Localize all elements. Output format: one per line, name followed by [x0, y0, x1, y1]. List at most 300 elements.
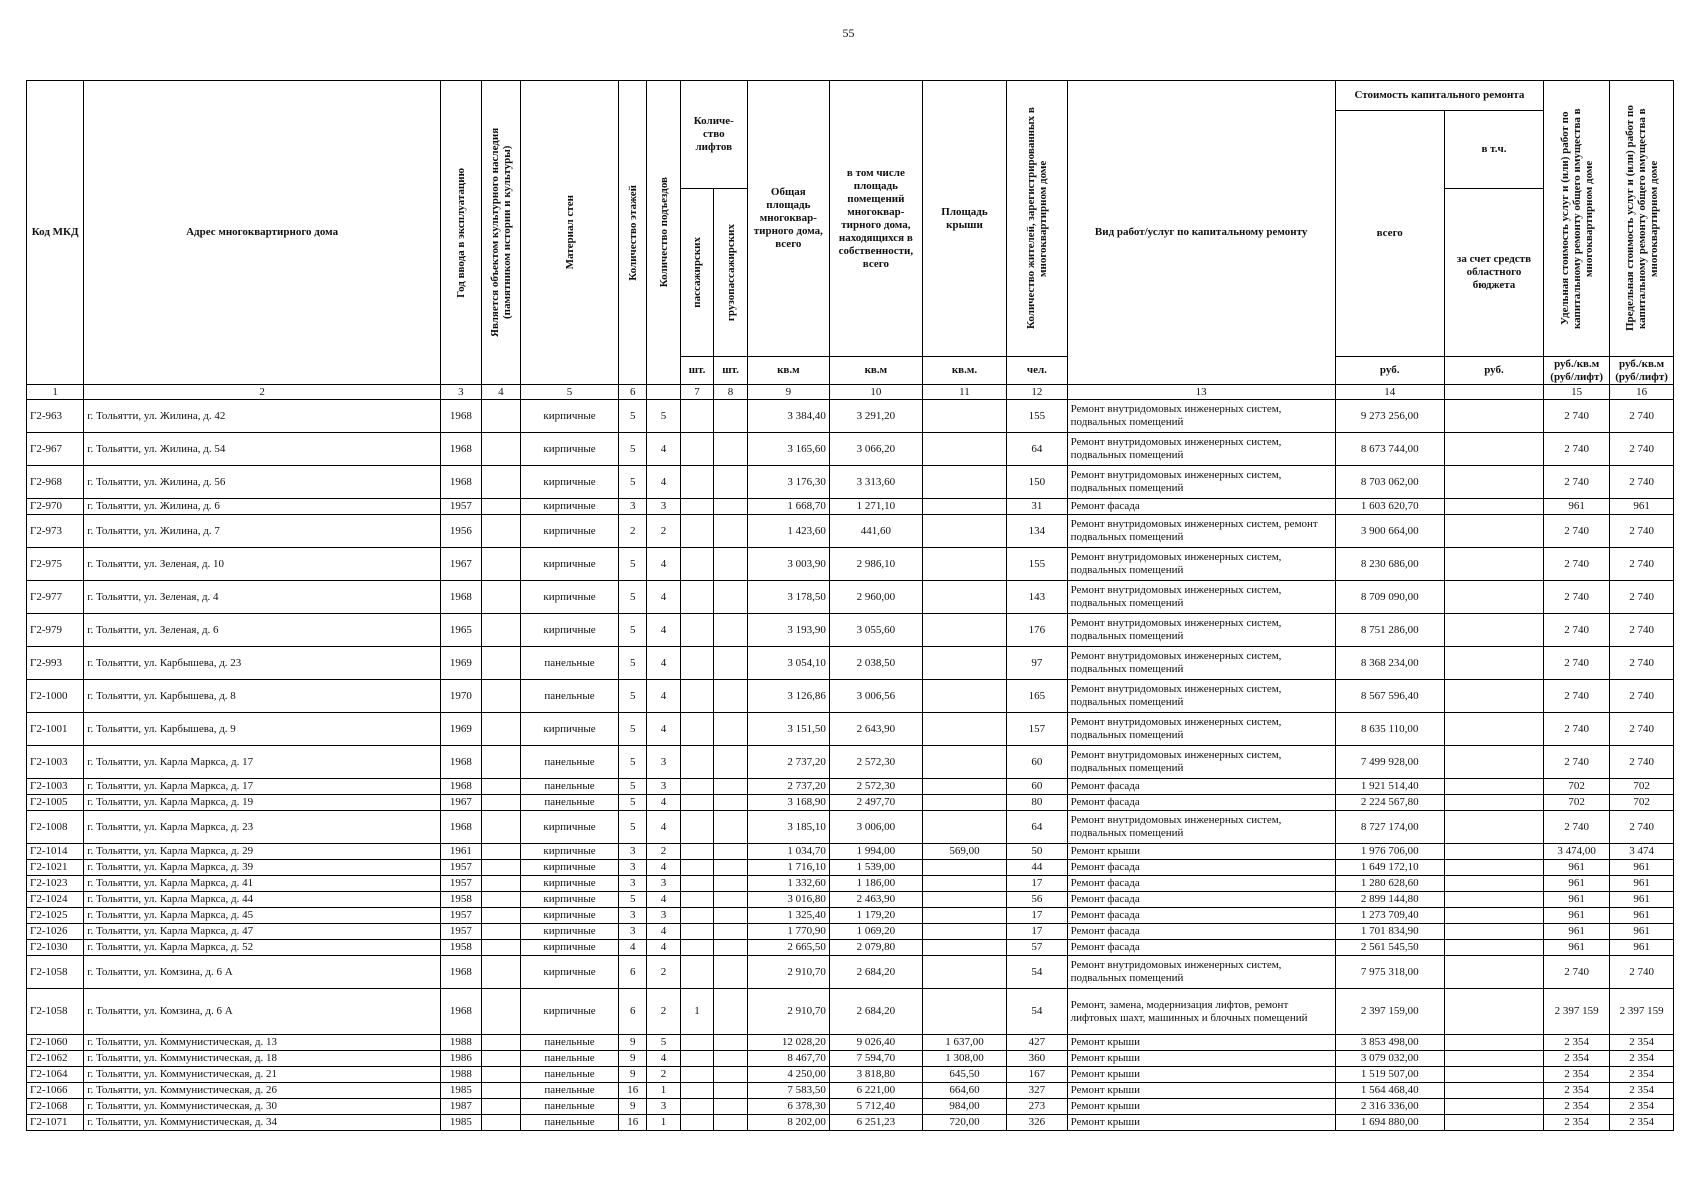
cell-cost-total: 3 079 032,00	[1335, 1051, 1444, 1067]
cell-max-cost: 961	[1610, 892, 1674, 908]
cell-wall: панельные	[520, 746, 618, 779]
cell-heritage	[481, 844, 520, 860]
cell-cost-regional	[1444, 892, 1543, 908]
cell-floors: 5	[619, 811, 647, 844]
cell-max-cost: 961	[1610, 940, 1674, 956]
cell-roof-area	[922, 956, 1006, 989]
cell-address: г. Тольятти, ул. Зеленая, д. 6	[84, 614, 441, 647]
cell-cost-total: 7 975 318,00	[1335, 956, 1444, 989]
cell-entrances: 2	[647, 515, 681, 548]
cell-owned-area: 2 684,20	[829, 956, 922, 989]
cell-total-area: 3 151,50	[747, 713, 829, 746]
cell-unit-cost: 2 740	[1544, 680, 1610, 713]
cell-lifts-cargo	[714, 956, 748, 989]
cell-heritage	[481, 581, 520, 614]
cell-work: Ремонт внутридомовых инженерных систем, подвальных помещений	[1067, 680, 1335, 713]
cell-owned-area: 2 572,30	[829, 779, 922, 795]
cell-lifts-passenger	[680, 940, 714, 956]
cell-unit-cost: 2 354	[1544, 1051, 1610, 1067]
table-row	[27, 614, 1674, 647]
cell-owned-area: 3 313,60	[829, 466, 922, 499]
unit-cell: руб.	[1444, 357, 1543, 385]
cell-owned-area: 2 643,90	[829, 713, 922, 746]
cell-floors: 3	[619, 924, 647, 940]
cell-lifts-cargo	[714, 515, 748, 548]
cell-lifts-passenger	[680, 680, 714, 713]
cell-floors: 5	[619, 779, 647, 795]
cell-roof-area	[922, 433, 1006, 466]
cell-roof-area	[922, 779, 1006, 795]
cell-max-cost: 702	[1610, 779, 1674, 795]
cell-owned-area: 2 038,50	[829, 647, 922, 680]
cell-lifts-passenger	[680, 647, 714, 680]
cell-cost-total: 8 703 062,00	[1335, 466, 1444, 499]
cell-floors: 9	[619, 1067, 647, 1083]
unit-cell: шт.	[714, 357, 748, 385]
cell-roof-area: 664,60	[922, 1083, 1006, 1099]
cell-residents: 134	[1007, 515, 1068, 548]
cell-max-cost: 2 740	[1610, 581, 1674, 614]
cell-residents: 31	[1007, 499, 1068, 515]
cell-unit-cost: 961	[1544, 940, 1610, 956]
cell-work: Ремонт, замена, модернизация лифтов, ремонт лифтовых шахт, машинных и блочных помещений	[1067, 989, 1335, 1035]
cell-total-area: 3 178,50	[747, 581, 829, 614]
cell-wall: кирпичные	[520, 989, 618, 1035]
cell-lifts-passenger	[680, 860, 714, 876]
cell-residents: 427	[1007, 1035, 1068, 1051]
cell-address: г. Тольятти, ул. Комзина, д. 6 А	[84, 956, 441, 989]
cell-residents: 165	[1007, 680, 1068, 713]
cell-wall: панельные	[520, 1051, 618, 1067]
header-floors: Количество этажей	[619, 81, 647, 385]
cell-address: г. Тольятти, ул. Карла Маркса, д. 45	[84, 908, 441, 924]
cell-owned-area: 1 186,00	[829, 876, 922, 892]
cell-address: г. Тольятти, ул. Карбышева, д. 9	[84, 713, 441, 746]
cell-unit-cost: 702	[1544, 795, 1610, 811]
cell-entrances: 4	[647, 924, 681, 940]
cell-cost-regional	[1444, 924, 1543, 940]
cell-wall: кирпичные	[520, 908, 618, 924]
cell-address: г. Тольятти, ул. Карла Маркса, д. 19	[84, 795, 441, 811]
cell-address: г. Тольятти, ул. Коммунистическая, д. 21	[84, 1067, 441, 1083]
cell-roof-area	[922, 400, 1006, 433]
cell-year: 1987	[440, 1099, 481, 1115]
cell-floors: 5	[619, 647, 647, 680]
cell-owned-area: 5 712,40	[829, 1099, 922, 1115]
cell-code: Г2-967	[27, 433, 84, 466]
header-unit-cost: Удельная стоимость услуг и (или) работ по капитальному ремонту общего имущества в многоквартирном доме	[1544, 81, 1610, 357]
cell-address: г. Тольятти, ул. Карла Маркса, д. 52	[84, 940, 441, 956]
cell-owned-area: 441,60	[829, 515, 922, 548]
cell-lifts-passenger	[680, 499, 714, 515]
header-owned-area: в том числе площадь помещений многоквар-тирного дома, находящихся в собственности, всего	[829, 81, 922, 357]
cell-unit-cost: 2 740	[1544, 581, 1610, 614]
cell-residents: 155	[1007, 548, 1068, 581]
cell-lifts-passenger	[680, 876, 714, 892]
cell-wall: кирпичные	[520, 400, 618, 433]
cell-entrances: 4	[647, 713, 681, 746]
column-number-cell	[1444, 385, 1543, 400]
cell-cost-regional	[1444, 713, 1543, 746]
cell-floors: 3	[619, 860, 647, 876]
cell-work: Ремонт фасада	[1067, 876, 1335, 892]
table-row	[27, 795, 1674, 811]
cell-work: Ремонт внутридомовых инженерных систем, подвальных помещений	[1067, 581, 1335, 614]
cell-heritage	[481, 746, 520, 779]
cell-wall: кирпичные	[520, 860, 618, 876]
cell-heritage	[481, 989, 520, 1035]
header-entrances: Количество подъездов	[647, 81, 681, 385]
cell-cost-regional	[1444, 1051, 1543, 1067]
cell-residents: 50	[1007, 844, 1068, 860]
cell-unit-cost: 2 740	[1544, 956, 1610, 989]
cell-year: 1988	[440, 1067, 481, 1083]
header-year: Год ввода в эксплуатацию	[440, 81, 481, 385]
unit-cell: руб.	[1335, 357, 1444, 385]
cell-total-area: 3 054,10	[747, 647, 829, 680]
cell-lifts-passenger	[680, 811, 714, 844]
cell-work: Ремонт внутридомовых инженерных систем, подвальных помещений	[1067, 614, 1335, 647]
cell-cost-regional	[1444, 515, 1543, 548]
cell-year: 1957	[440, 499, 481, 515]
cell-roof-area: 1 637,00	[922, 1035, 1006, 1051]
cell-floors: 9	[619, 1099, 647, 1115]
cell-heritage	[481, 1099, 520, 1115]
cell-work: Ремонт фасада	[1067, 940, 1335, 956]
cell-total-area: 2 737,20	[747, 779, 829, 795]
cell-work: Ремонт фасада	[1067, 892, 1335, 908]
cell-lifts-cargo	[714, 1067, 748, 1083]
cell-max-cost: 2 397 159	[1610, 989, 1674, 1035]
cell-year: 1985	[440, 1115, 481, 1131]
cell-residents: 176	[1007, 614, 1068, 647]
column-number-cell: 9	[747, 385, 829, 400]
cell-max-cost: 2 740	[1610, 956, 1674, 989]
cell-lifts-cargo	[714, 989, 748, 1035]
cell-unit-cost: 2 740	[1544, 811, 1610, 844]
cell-code: Г2-993	[27, 647, 84, 680]
cell-work: Ремонт фасада	[1067, 924, 1335, 940]
cell-unit-cost: 2 354	[1544, 1035, 1610, 1051]
cell-unit-cost: 2 740	[1544, 647, 1610, 680]
cell-entrances: 5	[647, 400, 681, 433]
cell-wall: кирпичные	[520, 892, 618, 908]
cell-owned-area: 6 251,23	[829, 1115, 922, 1131]
cell-unit-cost: 2 740	[1544, 466, 1610, 499]
cell-cost-total: 8 230 686,00	[1335, 548, 1444, 581]
cell-heritage	[481, 811, 520, 844]
cell-residents: 54	[1007, 989, 1068, 1035]
cell-work: Ремонт внутридомовых инженерных систем, подвальных помещений	[1067, 466, 1335, 499]
cell-residents: 54	[1007, 956, 1068, 989]
cell-address: г. Тольятти, ул. Коммунистическая, д. 30	[84, 1099, 441, 1115]
cell-work: Ремонт крыши	[1067, 844, 1335, 860]
cell-roof-area: 645,50	[922, 1067, 1006, 1083]
cell-work: Ремонт крыши	[1067, 1067, 1335, 1083]
cell-total-area: 1 423,60	[747, 515, 829, 548]
cell-lifts-passenger	[680, 1115, 714, 1131]
cell-total-area: 3 165,60	[747, 433, 829, 466]
cell-roof-area	[922, 892, 1006, 908]
cell-roof-area: 1 308,00	[922, 1051, 1006, 1067]
table-row	[27, 1067, 1674, 1083]
column-number-cell	[647, 385, 681, 400]
cell-owned-area: 2 497,70	[829, 795, 922, 811]
header-wall: Материал стен	[520, 81, 618, 385]
cell-address: г. Тольятти, ул. Жилина, д. 56	[84, 466, 441, 499]
cell-residents: 157	[1007, 713, 1068, 746]
cell-floors: 16	[619, 1083, 647, 1099]
cell-year: 1958	[440, 892, 481, 908]
cell-cost-total: 1 273 709,40	[1335, 908, 1444, 924]
column-number-cell: 12	[1007, 385, 1068, 400]
cell-owned-area: 1 179,20	[829, 908, 922, 924]
cell-entrances: 4	[647, 680, 681, 713]
cell-floors: 5	[619, 746, 647, 779]
cell-code: Г2-1000	[27, 680, 84, 713]
cell-max-cost: 2 740	[1610, 614, 1674, 647]
table-row	[27, 811, 1674, 844]
cell-address: г. Тольятти, ул. Жилина, д. 7	[84, 515, 441, 548]
cell-cost-regional	[1444, 400, 1543, 433]
header-roof-area: Площадь крыши	[922, 81, 1006, 357]
cell-total-area: 8 467,70	[747, 1051, 829, 1067]
cell-lifts-cargo	[714, 924, 748, 940]
cell-heritage	[481, 515, 520, 548]
cell-total-area: 1 716,10	[747, 860, 829, 876]
cell-lifts-cargo	[714, 581, 748, 614]
cell-address: г. Тольятти, ул. Жилина, д. 6	[84, 499, 441, 515]
cell-wall: кирпичные	[520, 940, 618, 956]
cell-roof-area	[922, 581, 1006, 614]
cell-lifts-passenger	[680, 844, 714, 860]
cell-code: Г2-1005	[27, 795, 84, 811]
cell-work: Ремонт фасада	[1067, 779, 1335, 795]
cell-code: Г2-1068	[27, 1099, 84, 1115]
cell-lifts-cargo	[714, 908, 748, 924]
table-header	[27, 81, 1674, 400]
cell-residents: 60	[1007, 746, 1068, 779]
cell-heritage	[481, 680, 520, 713]
cell-max-cost: 2 740	[1610, 466, 1674, 499]
cell-residents: 17	[1007, 876, 1068, 892]
cell-year: 1968	[440, 779, 481, 795]
cell-address: г. Тольятти, ул. Коммунистическая, д. 34	[84, 1115, 441, 1131]
table-row	[27, 433, 1674, 466]
cell-lifts-cargo	[714, 876, 748, 892]
cell-year: 1970	[440, 680, 481, 713]
cell-total-area: 3 176,30	[747, 466, 829, 499]
cell-heritage	[481, 499, 520, 515]
table-row	[27, 924, 1674, 940]
unit-cell: руб./кв.м (руб/лифт)	[1610, 357, 1674, 385]
cell-floors: 3	[619, 908, 647, 924]
cell-address: г. Тольятти, ул. Карбышева, д. 23	[84, 647, 441, 680]
cell-total-area: 7 583,50	[747, 1083, 829, 1099]
cell-cost-total: 8 727 174,00	[1335, 811, 1444, 844]
cell-owned-area: 1 994,00	[829, 844, 922, 860]
cell-year: 1956	[440, 515, 481, 548]
cell-roof-area	[922, 680, 1006, 713]
cell-lifts-passenger	[680, 746, 714, 779]
cell-owned-area: 6 221,00	[829, 1083, 922, 1099]
cell-code: Г2-1003	[27, 746, 84, 779]
cell-floors: 3	[619, 876, 647, 892]
cell-wall: кирпичные	[520, 876, 618, 892]
cell-entrances: 2	[647, 989, 681, 1035]
cell-work: Ремонт внутридомовых инженерных систем, подвальных помещений	[1067, 713, 1335, 746]
cell-address: г. Тольятти, ул. Карла Маркса, д. 29	[84, 844, 441, 860]
cell-cost-regional	[1444, 844, 1543, 860]
cell-address: г. Тольятти, ул. Коммунистическая, д. 13	[84, 1035, 441, 1051]
cell-code: Г2-1071	[27, 1115, 84, 1131]
cell-lifts-cargo	[714, 1099, 748, 1115]
cell-max-cost: 2 740	[1610, 713, 1674, 746]
header-cost-regional: за счет средств областного бюджета	[1444, 189, 1543, 357]
cell-entrances: 4	[647, 548, 681, 581]
cell-floors: 3	[619, 499, 647, 515]
cell-wall: кирпичные	[520, 811, 618, 844]
header-heritage: Является объектом культурного наследия (памятником истории и культуры)	[481, 81, 520, 385]
cell-max-cost: 961	[1610, 924, 1674, 940]
cell-work: Ремонт внутридомовых инженерных систем, подвальных помещений	[1067, 548, 1335, 581]
column-number-row	[27, 385, 1674, 400]
unit-cell: шт.	[680, 357, 714, 385]
cell-floors: 5	[619, 892, 647, 908]
cell-max-cost: 2 354	[1610, 1115, 1674, 1131]
cell-year: 1968	[440, 811, 481, 844]
cell-owned-area: 7 594,70	[829, 1051, 922, 1067]
cell-residents: 143	[1007, 581, 1068, 614]
cell-code: Г2-1030	[27, 940, 84, 956]
cell-max-cost: 2 354	[1610, 1051, 1674, 1067]
cell-roof-area	[922, 924, 1006, 940]
cell-code: Г2-970	[27, 499, 84, 515]
cell-lifts-cargo	[714, 400, 748, 433]
cell-lifts-cargo	[714, 466, 748, 499]
cell-roof-area	[922, 647, 1006, 680]
cell-total-area: 3 384,40	[747, 400, 829, 433]
cell-floors: 5	[619, 433, 647, 466]
cell-cost-total: 8 751 286,00	[1335, 614, 1444, 647]
cell-unit-cost: 2 354	[1544, 1067, 1610, 1083]
cell-entrances: 4	[647, 614, 681, 647]
cell-cost-regional	[1444, 581, 1543, 614]
cell-owned-area: 2 572,30	[829, 746, 922, 779]
cell-year: 1961	[440, 844, 481, 860]
cell-heritage	[481, 876, 520, 892]
cell-entrances: 3	[647, 779, 681, 795]
unit-cell: кв.м.	[922, 357, 1006, 385]
cell-work: Ремонт внутридомовых инженерных систем, подвальных помещений	[1067, 746, 1335, 779]
cell-max-cost: 3 474	[1610, 844, 1674, 860]
cell-cost-regional	[1444, 548, 1543, 581]
cell-residents: 17	[1007, 908, 1068, 924]
cell-heritage	[481, 908, 520, 924]
cell-cost-regional	[1444, 680, 1543, 713]
header-cost-incl: в т.ч.	[1444, 111, 1543, 189]
cell-heritage	[481, 466, 520, 499]
cell-max-cost: 961	[1610, 499, 1674, 515]
header-max-cost: Предельная стоимость услуг и (или) работ по капитальному ремонту общего имущества в многоквартирном доме	[1610, 81, 1674, 357]
cell-lifts-passenger	[680, 1083, 714, 1099]
cell-floors: 4	[619, 940, 647, 956]
cell-code: Г2-1060	[27, 1035, 84, 1051]
cell-max-cost: 961	[1610, 876, 1674, 892]
cell-max-cost: 2 740	[1610, 647, 1674, 680]
cell-unit-cost: 961	[1544, 499, 1610, 515]
cell-entrances: 1	[647, 1115, 681, 1131]
cell-floors: 6	[619, 989, 647, 1035]
cell-entrances: 4	[647, 940, 681, 956]
cell-total-area: 3 168,90	[747, 795, 829, 811]
cell-lifts-passenger	[680, 548, 714, 581]
cell-total-area: 2 910,70	[747, 989, 829, 1035]
cell-wall: панельные	[520, 1035, 618, 1051]
cell-total-area: 8 202,00	[747, 1115, 829, 1131]
cell-work: Ремонт внутридомовых инженерных систем, подвальных помещений	[1067, 956, 1335, 989]
cell-unit-cost: 2 397 159	[1544, 989, 1610, 1035]
cell-wall: кирпичные	[520, 433, 618, 466]
cell-heritage	[481, 1051, 520, 1067]
cell-wall: панельные	[520, 680, 618, 713]
cell-residents: 155	[1007, 400, 1068, 433]
cell-lifts-passenger	[680, 795, 714, 811]
cell-total-area: 3 003,90	[747, 548, 829, 581]
cell-max-cost: 2 354	[1610, 1083, 1674, 1099]
cell-max-cost: 2 740	[1610, 680, 1674, 713]
cell-code: Г2-1058	[27, 956, 84, 989]
cell-year: 1957	[440, 908, 481, 924]
table-row	[27, 713, 1674, 746]
cell-cost-regional	[1444, 1099, 1543, 1115]
cell-owned-area: 2 463,90	[829, 892, 922, 908]
cell-roof-area: 984,00	[922, 1099, 1006, 1115]
cell-code: Г2-979	[27, 614, 84, 647]
cell-cost-regional	[1444, 1035, 1543, 1051]
cell-address: г. Тольятти, ул. Карла Маркса, д. 17	[84, 746, 441, 779]
cell-year: 1957	[440, 876, 481, 892]
cell-year: 1968	[440, 433, 481, 466]
cell-cost-regional	[1444, 614, 1543, 647]
cell-residents: 57	[1007, 940, 1068, 956]
cell-code: Г2-1058	[27, 989, 84, 1035]
cell-total-area: 4 250,00	[747, 1067, 829, 1083]
cell-address: г. Тольятти, ул. Коммунистическая, д. 18	[84, 1051, 441, 1067]
cell-code: Г2-975	[27, 548, 84, 581]
cell-total-area: 3 126,86	[747, 680, 829, 713]
cell-work: Ремонт внутридомовых инженерных систем, подвальных помещений	[1067, 647, 1335, 680]
cell-lifts-cargo	[714, 811, 748, 844]
table-row	[27, 779, 1674, 795]
header-lifts-cargo: грузопассажирских	[714, 189, 748, 357]
cell-residents: 273	[1007, 1099, 1068, 1115]
cell-max-cost: 2 354	[1610, 1035, 1674, 1051]
cell-work: Ремонт крыши	[1067, 1051, 1335, 1067]
cell-unit-cost: 3 474,00	[1544, 844, 1610, 860]
cell-total-area: 1 770,90	[747, 924, 829, 940]
cell-entrances: 4	[647, 647, 681, 680]
column-number-cell: 3	[440, 385, 481, 400]
cell-owned-area: 3 818,80	[829, 1067, 922, 1083]
cell-max-cost: 961	[1610, 908, 1674, 924]
cell-code: Г2-963	[27, 400, 84, 433]
cell-entrances: 4	[647, 581, 681, 614]
cell-cost-regional	[1444, 940, 1543, 956]
cell-max-cost: 961	[1610, 860, 1674, 876]
cell-work: Ремонт внутридомовых инженерных систем, ремонт подвальных помещений	[1067, 515, 1335, 548]
cell-residents: 97	[1007, 647, 1068, 680]
